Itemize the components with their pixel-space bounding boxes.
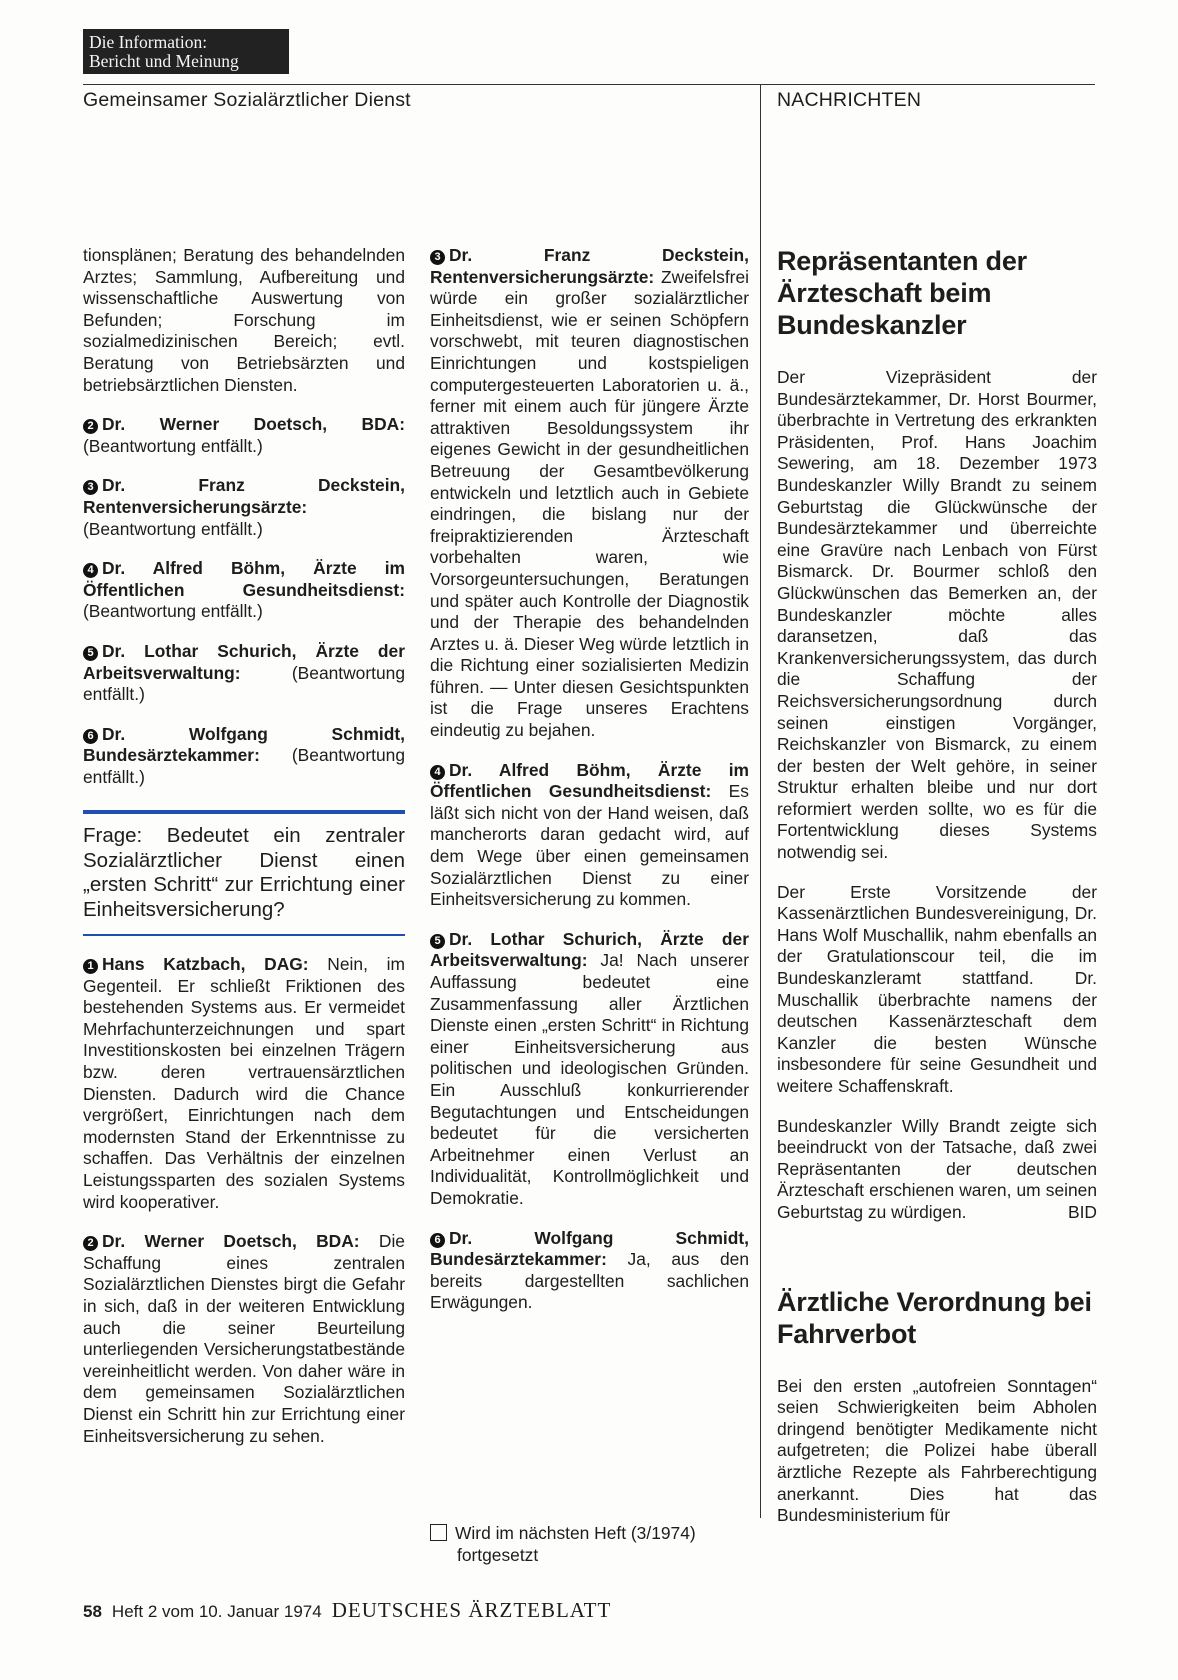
headline-1: Repräsentanten der Ärzteschaft beim Bundeskanzler [777,246,1027,340]
number-bullet-icon: 3 [430,250,445,265]
page-footer [83,1598,611,1623]
answer-q2-3 [430,245,749,742]
question-rule-top [83,810,405,814]
spacer [777,1242,1097,1286]
section-title: Gemeinsamer Sozialärztlicher Dienst [83,89,411,111]
issue-info: Heft 2 vom 10. Januar 1974 [111,1602,322,1621]
answer-text: (Beantwortung entfällt.) [83,745,405,787]
answer-text: (Beantwortung entfällt.) [83,435,263,456]
paragraph: Der Vizepräsident der Bundesärztekammer, Dr. Horst Bourmer, überbrachte in Vertretung des erkrankten Präsidenten, Prof. Hans Joachim Sewering, am 18. Dezember 1973 Bundeskanzler Willy Brandt zu seinem Geburtstag die Glückwünsche der Bundesärztekammer und überreichte eine Gravüre nach Lenbach von Fürst Bismarck. Dr. Bourmer schloß den Glückwünschen das Bemerken an, der Bundeskanzler möchte alles daransetzen, daß das Krankenversicherungssystem, das durch die Schaffung der Reichsversicherungsordnung durch seinen einstigen Vorgänger, Reichskanzler von Bismarck, zu einem der besten der Welt gehöre, in seiner Struktur erhalten bleibe und nur dort reformiert werden sollte, wo es für die Fortentwicklung dieses Systems notwendig sei. [777,367,1097,863]
page-number: 58 [83,1602,102,1621]
answer-text: Die Schaffung eines zentralen Sozialärztlichen Dienstes birgt die Gefahr in sich, daß in der weiteren Entwicklung auch die seiner Beurteilung unterliegenden Versicherungstatbestände vereinheitlicht werden. Von daher wäre in dem gemeinsamen Sozialärztlichen Dienst ein Schritt hin zur Errichtung einer Einheitsversicherung zu sehen. [83,1231,405,1446]
answer-text: (Beantwortung entfällt.) [83,601,263,622]
number-bullet-icon: 2 [83,1236,98,1251]
number-bullet-icon: 1 [83,959,98,974]
answer-q2-1 [83,954,405,1213]
speaker-name: Dr. Alfred Böhm, Ärzte im Öffentlichen Gesundheitsdienst: [83,558,405,600]
paragraph-with-signature [777,1116,1097,1224]
paragraph-text: Bundeskanzler Willy Brandt zeigte sich beeindruckt von der Tatsache, daß zwei Repräsentanten der deutschen Ärzteschaft erschienen waren, um seinen Geburtstag zu würdigen. [777,1115,1097,1222]
article-column-1 [83,245,405,1465]
author-signature: BID [1068,1201,1097,1222]
answer-q2-2 [83,1231,405,1447]
speaker-name: Dr. Franz Deckstein, Rentenversicherungsärzte: [430,245,749,287]
paragraph: Bei den ersten „autofreien Sonntagen“ seien Schwierigkeiten beim Abholen dringend benötigter Medikamente nicht aufgetreten; die Polizei habe überall ärztliche Rezepte als Fahrberechtigung anerkannt. Dies hat das Bundesministerium für [777,1375,1097,1526]
question-text: Frage: Bedeutet ein zentraler Sozialärztlicher Dienst einen „ersten Schritt“ zur Errichtung einer Einheitsversicherung? [83,824,405,921]
speaker-name: Dr. Werner Doetsch, BDA: [102,1231,360,1252]
answer-5 [83,641,405,706]
paragraph: tionsplänen; Beratung des behandelnden Arztes; Sammlung, Aufbereitung und wissenschaftliche Auswertung von Befunden; Forschung im sozialmedizinischen Bereich; evtl. Beratung von Betriebsärzten und betriebsärztlichen Diensten. [83,245,405,395]
answer-4 [83,558,405,623]
continued-note-line2: fortgesetzt [457,1544,539,1565]
header-rule [83,84,1095,85]
speaker-name: Dr. Franz Deckstein, Rentenversicherungsärzte: [83,475,405,517]
speaker-name: Dr. Lothar Schurich, Ärzte der Arbeitsverwaltung: [83,640,405,683]
number-bullet-icon: 2 [83,419,98,434]
speaker-name: Dr. Werner Doetsch, BDA: [102,414,405,435]
speaker-name: Hans Katzbach, DAG: [102,954,309,975]
answer-text: Zweifelsfrei würde ein großer sozialärztlicher Einheitsdienst, wie er seinen Schöpfern vorschwebt, mit teuren diagnostischen Einrichtungen und kostspieligen computergesteuerten Laboratorien u. ä., ferner mit einem auch für jüngere Ärzte attraktiven Besoldungssystem ihr eigenes Gewicht in der gesundheitlichen Betreuung der Gesamtbevölkerung entwickeln und letztlich auch in Gebiete eindringen, die bislang nur der freipraktizierenden Ärzteschaft vorbehalten waren, wie Vorsorgeuntersuchungen, Beratungen und später auch Kontrolle der Diagnostik und der Therapie des behandelnden Arztes u. ä. Dieser Weg würde letztlich in die Richtung einer sozialisierten Medizin führen. — Unter diesen Gesichtspunkten ist die Frage unseres Erachtens eindeutig zu bejahen. [430,266,749,741]
speaker-name: Dr. Wolfgang Schmidt, Bundesärztekammer: [430,1227,749,1270]
section-tag-line1: Die Information: [89,32,208,52]
answer-text: Ja, aus den bereits dargestellten sachlichen Erwägungen. [430,1249,749,1313]
answer-6 [83,724,405,789]
number-bullet-icon: 5 [430,934,445,949]
question-box [83,810,405,936]
answer-3 [83,475,405,540]
number-bullet-icon: 4 [83,563,98,578]
number-bullet-icon: 3 [83,480,98,495]
continued-note-line1: Wird im nächsten Heft (3/1974) [455,1523,696,1543]
answer-text: Nein, im Gegenteil. Er schließt Friktionen des bestehenden Systems aus. Er vermeidet Mehrfachunterzeichnungen und spart Investitionskosten bei einzelnen Trägern bzw. deren vertrauensärztlichen Diensten. Dadurch wird die Chance vergrößert, Einrichtungen nach dem modernsten Stand der Erkenntnisse zu schaffen. Das Verhältnis der einzelnen Leistungssparten des sozialen Systems wird kooperativer. [83,954,405,1212]
headline-2: Ärztliche Verordnung bei Fahrverbot [777,1286,1092,1349]
number-bullet-icon: 6 [83,729,98,744]
answer-2 [83,414,405,457]
news-column [777,245,1097,1545]
answer-text: Es läßt sich nicht von der Hand weisen, daß mancherorts daran gedacht wird, auf dem Wege über einen gemeinsamen Sozialärztlichen Dienst zu einer Einheitsversicherung zu kommen. [430,781,749,910]
number-bullet-icon: 6 [430,1233,445,1248]
speaker-name: Dr. Wolfgang Schmidt, Bundesärztekammer: [83,723,405,766]
section-tag-line2: Bericht und Meinung [89,51,239,71]
paragraph: Der Erste Vorsitzende der Kassenärztlichen Bundesvereinigung, Dr. Hans Wolf Muschallik, nahm ebenfalls an der Gratulationscour teil, die im Bundeskanzleramt stattfand. Dr. Muschallik überbrachte namens der deutschen Kassenärzteschaft dem Kanzler die besten Wünsche insbesondere für seine Gesundheit und weitere Schaffenskraft. [777,881,1097,1096]
answer-q2-5 [430,929,749,1210]
question-rule-bottom [83,934,405,936]
answer-q2-4 [430,760,749,911]
journal-masthead: DEUTSCHES ÄRZTEBLATT [331,1598,612,1622]
article-column-2 [430,245,749,1332]
answer-text: (Beantwortung entfällt.) [83,518,263,539]
news-label: NACHRICHTEN [777,89,922,111]
continued-note [430,1523,750,1566]
checkbox-square-icon [430,1524,447,1541]
speaker-name: Dr. Lothar Schurich, Ärzte der Arbeitsverwaltung: [430,928,749,971]
number-bullet-icon: 5 [83,646,98,661]
column-divider [760,84,761,1518]
number-bullet-icon: 4 [430,765,445,780]
answer-text: (Beantwortung entfällt.) [83,662,405,705]
answer-q2-6 [430,1228,749,1314]
speaker-name: Dr. Alfred Böhm, Ärzte im Öffentlichen Gesundheitsdienst: [430,759,749,802]
answer-text: Ja! Nach unserer Auffassung bedeutet eine Zusammenfassung aller Ärztlichen Dienste einen „ersten Schritt“ in Richtung einer Einheitsversicherung aus politischen und ideologischen Gründen. Ein Ausschluß konkurrierender Begutachtungen und Entscheidungen bedeutet für die versicherten Arbeitnehmer einen Verlust an Individualität, Kontrollmöglichkeit und Demokratie. [430,950,749,1208]
section-tag [83,29,289,74]
